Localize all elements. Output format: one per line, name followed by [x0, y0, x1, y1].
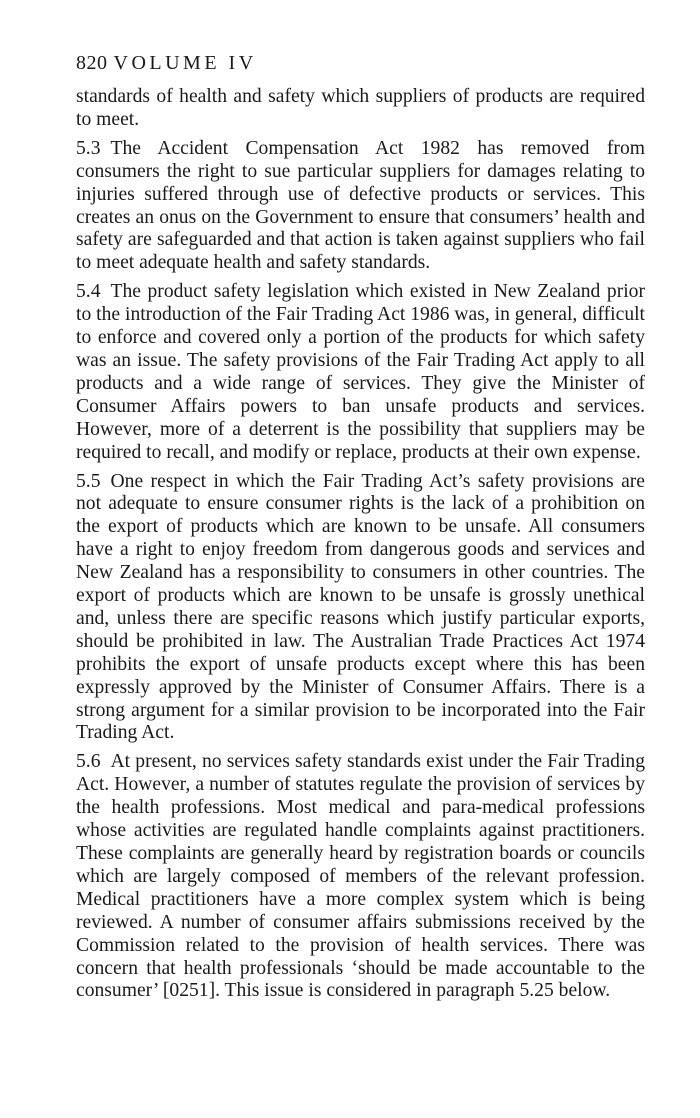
paragraph-continued	[76, 86, 645, 132]
paragraph-number: 5.4	[76, 281, 101, 303]
running-head	[76, 50, 645, 76]
paragraph-number: 5.3	[76, 137, 101, 159]
paragraph-text: standards of health and safety which suppliers of products are required to meet.	[76, 86, 645, 130]
volume-label: VOLUME IV	[113, 52, 257, 74]
paragraph-text: The Accident Compensation Act 1982 has removed from consumers the right to sue particular suppliers for damages relating to injuries suffered through use of defective products or services. This creates an onus on the Government to ensure that consumers’ health and safety are safeguarded and that action is taken against suppliers who fail to meet adequate health and safety standards.	[76, 137, 645, 274]
paragraph-5-4	[76, 281, 645, 464]
paragraph-text: The product safety legislation which existed in New Zealand prior to the introduction of the Fair Trading Act 1986 was, in general, difficult to enforce and covered only a portion of the products for which safety was an issue. The safety provisions of the Fair Trading Act apply to all products and a wide range of services. They give the Minister of Consumer Affairs powers to ban unsafe products and services. However, more of a deterrent is the possibility that suppliers may be required to recall, and modify or replace, products at their own expense.	[76, 281, 645, 463]
paragraph-text: At present, no services safety standards exist under the Fair Trading Act. However, a number of statutes regulate the provision of services by the health professions. Most medical and para-medical professions whose activities are regulated handle complaints against practitioners. These complaints are generally heard by registration boards or councils which are largely composed of members of the relevant profession. Medical practitioners have a more complex system which is being reviewed. A number of consumer affairs submissions received by the Commission related to the provision of health services. There was concern that health professionals ‘should be made accountable to the consumer’ [0251]. This issue is considered in paragraph 5.25 below.	[76, 751, 645, 1002]
paragraph-number: 5.6	[76, 751, 101, 773]
paragraph-number: 5.5	[76, 470, 101, 492]
paragraph-text: One respect in which the Fair Trading Act’s safety provisions are not adequate to ensure consumer rights is the lack of a prohibition on the export of products which are known to be unsafe. All consumers have a right to enjoy freedom from dangerous goods and services and New Zealand has a responsibility to consumers in other countries. The export of products which are known to be unsafe is grossly unethical and, unless there are specific reasons which justify particular exports, should be prohibited in law. The Australian Trade Practices Act 1974 prohibits the export of unsafe products except where this has been expressly approved by the Minister of Consumer Affairs. There is a strong argument for a similar provision to be incorporated into the Fair Trading Act.	[76, 470, 645, 744]
paragraph-5-5	[76, 471, 645, 746]
body-text	[76, 86, 645, 1003]
paragraph-5-6	[76, 751, 645, 1003]
document-page	[76, 50, 645, 1009]
page-number: 820	[76, 52, 108, 74]
paragraph-5-3	[76, 138, 645, 275]
